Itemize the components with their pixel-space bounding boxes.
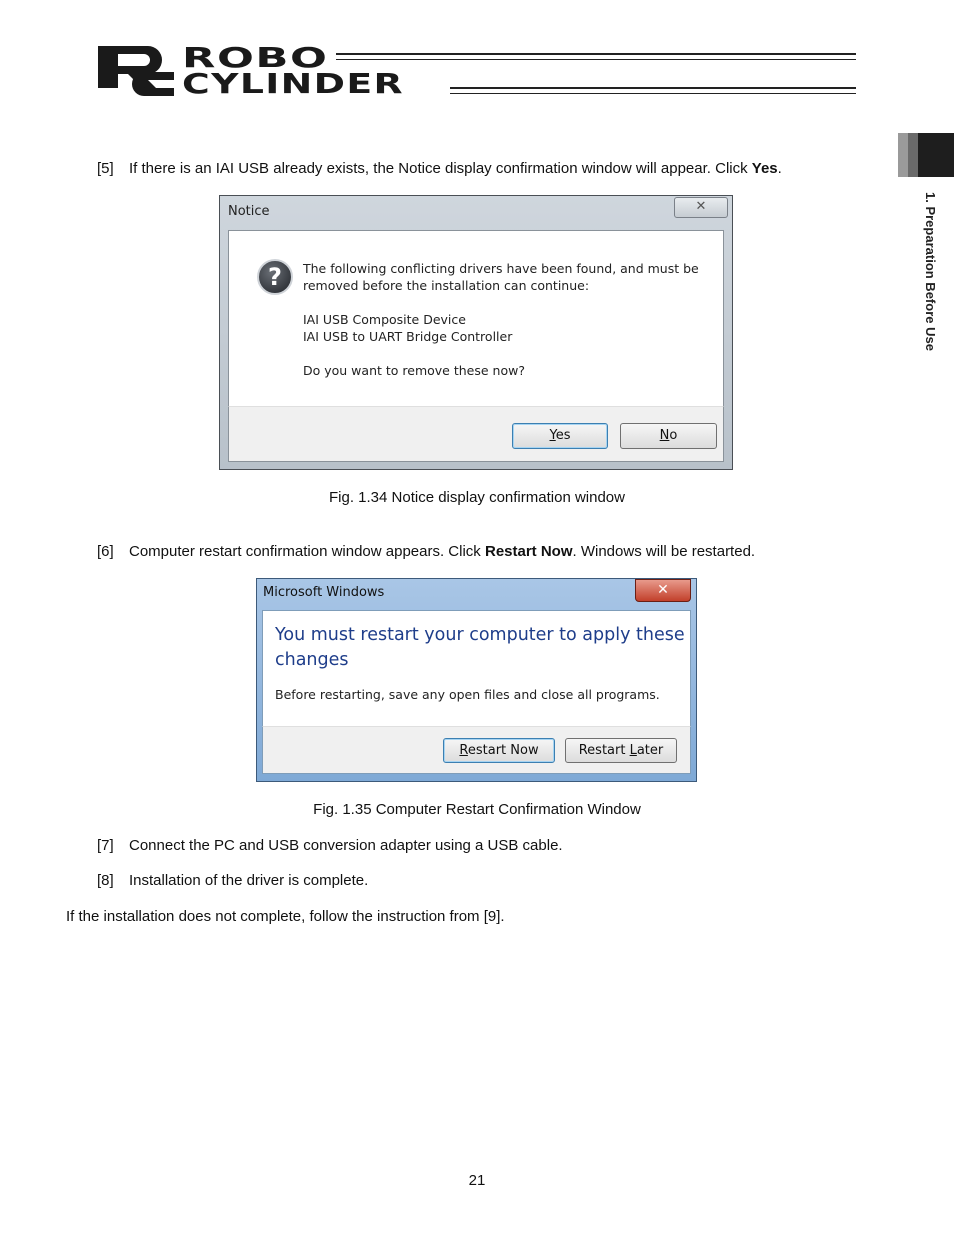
button-label: ater (636, 743, 664, 758)
dialog-title: Notice (228, 204, 270, 219)
step-text-post: . Windows will be restarted. (572, 543, 756, 560)
close-button[interactable] (635, 579, 691, 602)
step-6 (97, 543, 857, 563)
side-tab-block (918, 133, 954, 177)
restart-dialog (256, 578, 697, 782)
step-text-bold: Restart Now (484, 543, 573, 560)
dialog-footer (262, 726, 691, 774)
step-number: [7] (97, 837, 114, 854)
step-text (129, 160, 782, 177)
step-number: [8] (97, 872, 114, 889)
side-tab-stripe-mid (908, 133, 918, 177)
step-text: Connect the PC and USB conversion adapter using a USB cable. (129, 837, 563, 854)
step-5 (97, 160, 857, 180)
button-label: es (555, 428, 571, 443)
logo-line-robo: ROBO (182, 41, 329, 74)
dialog-message-line: removed before the installation can continue: (303, 278, 590, 293)
no-button[interactable] (620, 423, 717, 449)
dialog-footer (228, 406, 724, 462)
header-rule-top (336, 53, 856, 60)
step-text-bold: Yes (751, 160, 778, 177)
installation-note: If the installation does not complete, follow the instruction from [9]. (66, 908, 505, 925)
hotkey-letter: Y (549, 428, 556, 443)
step-text-post: . (777, 160, 782, 177)
driver-name: IAI USB to UART Bridge Controller (303, 329, 513, 344)
figure-caption: Fig. 1.34 Notice display confirmation window (329, 489, 625, 506)
dialog-title: Microsoft Windows (263, 585, 385, 600)
restart-later-button[interactable] (565, 738, 677, 763)
button-label: estart Now (467, 743, 539, 758)
logo-wordmark (182, 41, 405, 100)
dialog-subtext: Before restarting, save any open files and close all programs. (275, 687, 660, 702)
step-text: Installation of the driver is complete. (129, 872, 369, 889)
step-7 (97, 837, 857, 857)
dialog-body (228, 230, 724, 406)
notice-dialog (219, 195, 733, 470)
step-text-pre: If there is an IAI USB already exists, the Notice display confirmation window will appear. Click (129, 160, 752, 177)
hotkey-letter: R (459, 743, 468, 758)
figure-caption: Fig. 1.35 Computer Restart Confirmation Window (313, 801, 641, 818)
dialog-body (262, 610, 691, 726)
page-number: 21 (468, 1172, 486, 1189)
dialog-heading: You must restart your computer to apply these changes (275, 625, 685, 670)
button-label: Restart (578, 743, 630, 758)
close-icon: ✕ (657, 582, 669, 598)
step-number: [5] (97, 160, 114, 177)
step-text-pre: Computer restart confirmation window appears. Click (129, 543, 485, 560)
hotkey-letter: N (659, 428, 670, 443)
restart-now-button[interactable] (443, 738, 555, 763)
header-rule-bottom (450, 87, 856, 94)
button-label: o (669, 428, 678, 443)
dialog-question: Do you want to remove these now? (303, 363, 525, 378)
logo-line-cylinder: CYLINDER (182, 67, 405, 100)
close-button[interactable] (674, 197, 728, 218)
driver-name: IAI USB Composite Device (303, 312, 466, 327)
robo-cylinder-logo-icon (96, 42, 176, 102)
dialog-message-line: The following conflicting drivers have been found, and must be (303, 261, 699, 276)
question-icon: ? (257, 259, 293, 295)
yes-button[interactable] (512, 423, 608, 449)
step-8 (97, 872, 857, 892)
step-number: [6] (97, 543, 114, 560)
hotkey-letter: L (629, 743, 637, 758)
step-text (129, 543, 755, 560)
close-icon: ✕ (695, 199, 707, 214)
side-tab-label: 1. Preparation Before Use (923, 192, 938, 351)
side-tab-stripe-light (898, 133, 908, 177)
